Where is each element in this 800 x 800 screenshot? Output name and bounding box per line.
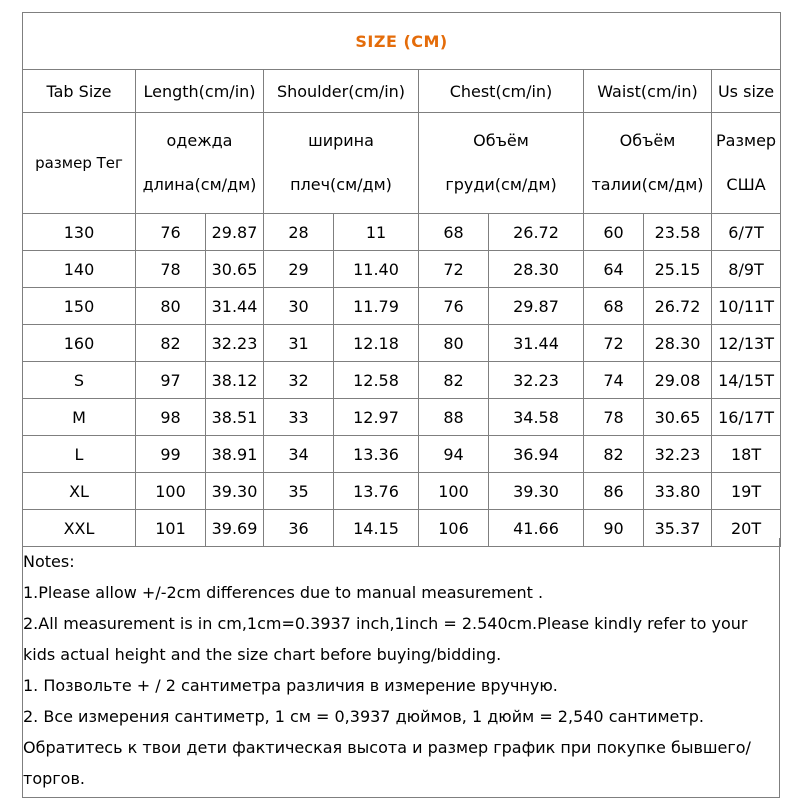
header-us-size-ru-1: Размер (716, 131, 777, 150)
table-cell: 14/15T (712, 362, 781, 399)
table-cell: 8/9T (712, 251, 781, 288)
table-cell: 29.87 (206, 214, 264, 251)
table-cell: 38.12 (206, 362, 264, 399)
table-cell: 101 (136, 510, 206, 547)
table-cell: 74 (584, 362, 644, 399)
header-tab-size-ru: размер Тег (23, 113, 136, 214)
table-cell: 35 (264, 473, 334, 510)
header-shoulder-ru (264, 113, 419, 214)
table-cell: 28.30 (644, 325, 712, 362)
table-cell: 34 (264, 436, 334, 473)
table-cell: 68 (584, 288, 644, 325)
table-cell: 41.66 (489, 510, 584, 547)
size-chart-table (22, 12, 781, 547)
table-cell: 90 (584, 510, 644, 547)
notes-section (22, 538, 780, 798)
table-cell: 19T (712, 473, 781, 510)
header-chest-ru (419, 113, 584, 214)
table-cell: 72 (584, 325, 644, 362)
table-cell: 100 (136, 473, 206, 510)
table-cell: 86 (584, 473, 644, 510)
table-cell: 64 (584, 251, 644, 288)
table-cell: 20T (712, 510, 781, 547)
table-cell: S (23, 362, 136, 399)
table-cell: 33 (264, 399, 334, 436)
table-cell: 160 (23, 325, 136, 362)
header-waist-ru-2: талии(см/дм) (591, 175, 704, 194)
header-shoulder-ru-1: ширина (308, 131, 374, 150)
table-cell: 97 (136, 362, 206, 399)
notes-line-4: 2. Все измерения сантиметр, 1 см = 0,3937 дюймов, 1 дюйм = 2,540 сантиметр. Обратитесь к твои дети фактическая высота и размер график при покупке бывшего/торгов. (23, 707, 751, 788)
notes-line-1: 1.Please allow +/-2cm differences due to manual measurement . (23, 583, 544, 602)
header-waist-ru (584, 113, 712, 214)
table-row (23, 436, 781, 473)
chart-title: SIZE (CM) (23, 13, 781, 70)
table-cell: 98 (136, 399, 206, 436)
table-cell: 32.23 (644, 436, 712, 473)
table-cell: 34.58 (489, 399, 584, 436)
table-cell: XXL (23, 510, 136, 547)
table-cell: 99 (136, 436, 206, 473)
table-row (23, 362, 781, 399)
table-cell: 82 (584, 436, 644, 473)
table-cell: 38.51 (206, 399, 264, 436)
header-chest-ru-2: груди(см/дм) (445, 175, 557, 194)
table-cell: 82 (136, 325, 206, 362)
table-cell: 11.40 (334, 251, 419, 288)
table-cell: 12.18 (334, 325, 419, 362)
table-cell: 72 (419, 251, 489, 288)
header-chest-ru-1: Объём (473, 131, 529, 150)
table-cell: 29.08 (644, 362, 712, 399)
table-cell: 76 (419, 288, 489, 325)
table-row (23, 473, 781, 510)
table-row (23, 325, 781, 362)
header-length-ru-2: длина(см/дм) (142, 175, 257, 194)
table-cell: 23.58 (644, 214, 712, 251)
header-row-en (23, 70, 781, 113)
table-cell: 39.30 (489, 473, 584, 510)
notes-heading: Notes: (23, 552, 75, 571)
table-cell: 31.44 (206, 288, 264, 325)
table-cell: 100 (419, 473, 489, 510)
header-shoulder-ru-2: плеч(см/дм) (290, 175, 392, 194)
header-length-ru (136, 113, 264, 214)
table-cell: 13.76 (334, 473, 419, 510)
table-cell: 26.72 (489, 214, 584, 251)
table-cell: 12/13T (712, 325, 781, 362)
table-cell: 39.30 (206, 473, 264, 510)
table-cell: 80 (136, 288, 206, 325)
table-cell: L (23, 436, 136, 473)
table-cell: M (23, 399, 136, 436)
header-us-size: Us size (712, 70, 781, 113)
table-cell: 36 (264, 510, 334, 547)
table-cell: 29.87 (489, 288, 584, 325)
table-cell: 150 (23, 288, 136, 325)
table-cell: 32 (264, 362, 334, 399)
table-row (23, 214, 781, 251)
table-cell: 30 (264, 288, 334, 325)
header-us-size-ru-2: США (726, 175, 766, 194)
table-cell: 88 (419, 399, 489, 436)
table-cell: 60 (584, 214, 644, 251)
notes-line-3: 1. Позвольте + / 2 сантиметра различия в измерение вручную. (23, 676, 558, 695)
table-cell: 39.69 (206, 510, 264, 547)
notes-line-2: 2.All measurement is in cm,1cm=0.3937 inch,1inch = 2.540cm.Please kindly refer to your kids actual height and the size chart before buying/bidding. (23, 614, 748, 664)
table-cell: 31.44 (489, 325, 584, 362)
table-cell: 14.15 (334, 510, 419, 547)
table-cell: 25.15 (644, 251, 712, 288)
header-row-ru (23, 113, 781, 214)
table-cell: 33.80 (644, 473, 712, 510)
table-cell: 12.97 (334, 399, 419, 436)
table-cell: 31 (264, 325, 334, 362)
header-chest: Chest(cm/in) (419, 70, 584, 113)
table-cell: 82 (419, 362, 489, 399)
table-cell: 76 (136, 214, 206, 251)
header-length: Length(cm/in) (136, 70, 264, 113)
table-row (23, 399, 781, 436)
table-cell: 6/7T (712, 214, 781, 251)
table-cell: 28 (264, 214, 334, 251)
table-cell: 13.36 (334, 436, 419, 473)
table-cell: XL (23, 473, 136, 510)
header-us-size-ru (712, 113, 781, 214)
table-cell: 18T (712, 436, 781, 473)
table-cell: 32.23 (206, 325, 264, 362)
table-cell: 78 (136, 251, 206, 288)
table-cell: 36.94 (489, 436, 584, 473)
table-row (23, 251, 781, 288)
table-cell: 38.91 (206, 436, 264, 473)
table-cell: 11.79 (334, 288, 419, 325)
table-cell: 94 (419, 436, 489, 473)
table-cell: 80 (419, 325, 489, 362)
table-cell: 12.58 (334, 362, 419, 399)
table-cell: 26.72 (644, 288, 712, 325)
table-cell: 106 (419, 510, 489, 547)
header-length-ru-1: одежда (166, 131, 233, 150)
header-waist-ru-1: Объём (619, 131, 676, 150)
table-row (23, 288, 781, 325)
table-cell: 140 (23, 251, 136, 288)
table-cell: 29 (264, 251, 334, 288)
header-waist: Waist(cm/in) (584, 70, 712, 113)
table-cell: 68 (419, 214, 489, 251)
table-cell: 32.23 (489, 362, 584, 399)
table-cell: 130 (23, 214, 136, 251)
table-cell: 30.65 (644, 399, 712, 436)
table-cell: 11 (334, 214, 419, 251)
header-shoulder: Shoulder(cm/in) (264, 70, 419, 113)
table-cell: 30.65 (206, 251, 264, 288)
table-cell: 28.30 (489, 251, 584, 288)
table-cell: 78 (584, 399, 644, 436)
table-cell: 16/17T (712, 399, 781, 436)
header-tab-size: Tab Size (23, 70, 136, 113)
table-cell: 35.37 (644, 510, 712, 547)
table-cell: 10/11T (712, 288, 781, 325)
